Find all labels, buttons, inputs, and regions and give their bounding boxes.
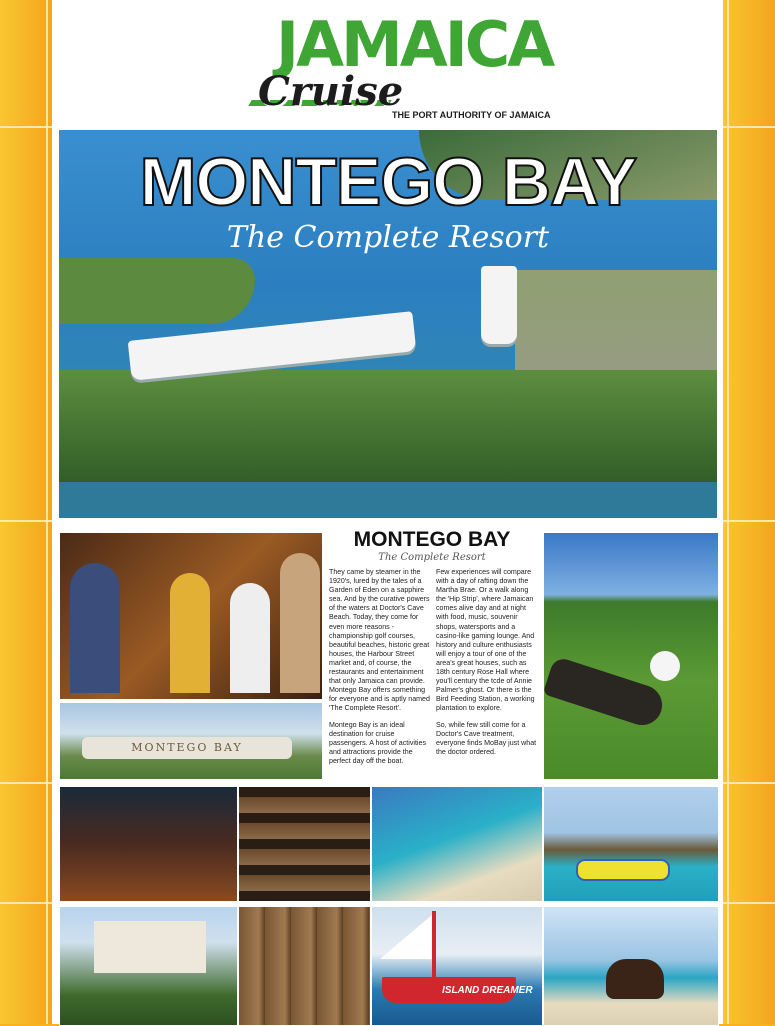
- hero-photo: [59, 130, 717, 518]
- mast: [432, 911, 436, 977]
- person-figure: [280, 553, 320, 693]
- catamaran-photo: [371, 906, 543, 1026]
- brand-script: Cruise: [258, 68, 404, 115]
- rum-barrels-photo: [238, 786, 371, 902]
- montego-bay-sign: MONTEGO BAY: [82, 737, 292, 759]
- horse: [606, 959, 664, 999]
- restaurant-night-photo: [59, 786, 238, 902]
- rum-cellar-photo: [238, 906, 371, 1026]
- cruise-ship-docked: [481, 266, 517, 344]
- rose-hall-photo: [59, 906, 238, 1026]
- great-house: [94, 921, 206, 973]
- person-figure: [170, 573, 210, 693]
- article-column-1: [329, 568, 431, 773]
- paragraph: They came by steamer in the 1920's, lured by the tales of a Garden of Eden on a sapphire sea. And by the curative powers of the waters at Doctor's Cave Beach. Today, they come for even more reasons -championship golf courses, beautiful beaches, historic great houses, the Harbour Street market and, of course, the restaurants and entertainment that only Jamaica can provide. Montego Bay offers something for everyone and is aptly named 'The Complete Resort'.: [329, 568, 430, 713]
- hero-subtitle: The Complete Resort: [226, 220, 550, 255]
- paragraph: So, while few still come for a Doctor's Cave treatment, everyone finds MoBay just what the doctor ordered.: [436, 720, 537, 756]
- peninsula-land: [59, 258, 255, 324]
- montego-bay-sign-photo: [59, 702, 324, 780]
- beach-photo: [371, 786, 543, 902]
- paragraph: Few experiences will compare with a day of rafting down the Martha Brae. Or a walk along the 'Hip Strip', where Jamaican comes alive day and at night with food, music, souvenir shops, watersports and a casino-like gaming lounge. And history and culture enthusiasts will enjoy a tour of one of the area's great houses, such as 18th century Rose Hall where you'll century the tcde of Annie Palmer's ghost. Or there is the Bird Feeding Station, a working plantation to explore.: [436, 568, 535, 713]
- brand-title: JAMAICA: [276, 8, 553, 81]
- right-border-strip: [723, 0, 775, 1024]
- article: [322, 522, 542, 780]
- float-raft: [576, 859, 670, 881]
- golf-photo: [543, 532, 719, 780]
- article-subtitle: The Complete Resort: [378, 552, 486, 563]
- paragraph: Montego Bay is an ideal destination for cruise passengers. A host of activities and attractions provide the perfect day off the boat.: [329, 720, 427, 765]
- article-column-2: [436, 568, 538, 764]
- watersports-photo: [543, 786, 719, 902]
- foreground-land: [59, 370, 717, 490]
- person-figure: [70, 563, 120, 693]
- golf-club-head: [543, 656, 667, 731]
- bar-crowd-photo: [59, 532, 324, 700]
- brand-tagline: THE PORT AUTHORITY OF JAMAICA: [392, 110, 551, 120]
- person-figure: [230, 583, 270, 693]
- horseback-photo: [543, 906, 719, 1026]
- article-title: MONTEGO BAY: [353, 528, 511, 551]
- sail: [380, 915, 432, 959]
- lagoon-water: [59, 482, 717, 518]
- hero-title: MONTEGO BAY: [139, 144, 637, 220]
- left-border-strip: [0, 0, 52, 1024]
- boat-name: ISLAND DREAMER: [442, 985, 533, 996]
- golf-ball: [650, 651, 680, 681]
